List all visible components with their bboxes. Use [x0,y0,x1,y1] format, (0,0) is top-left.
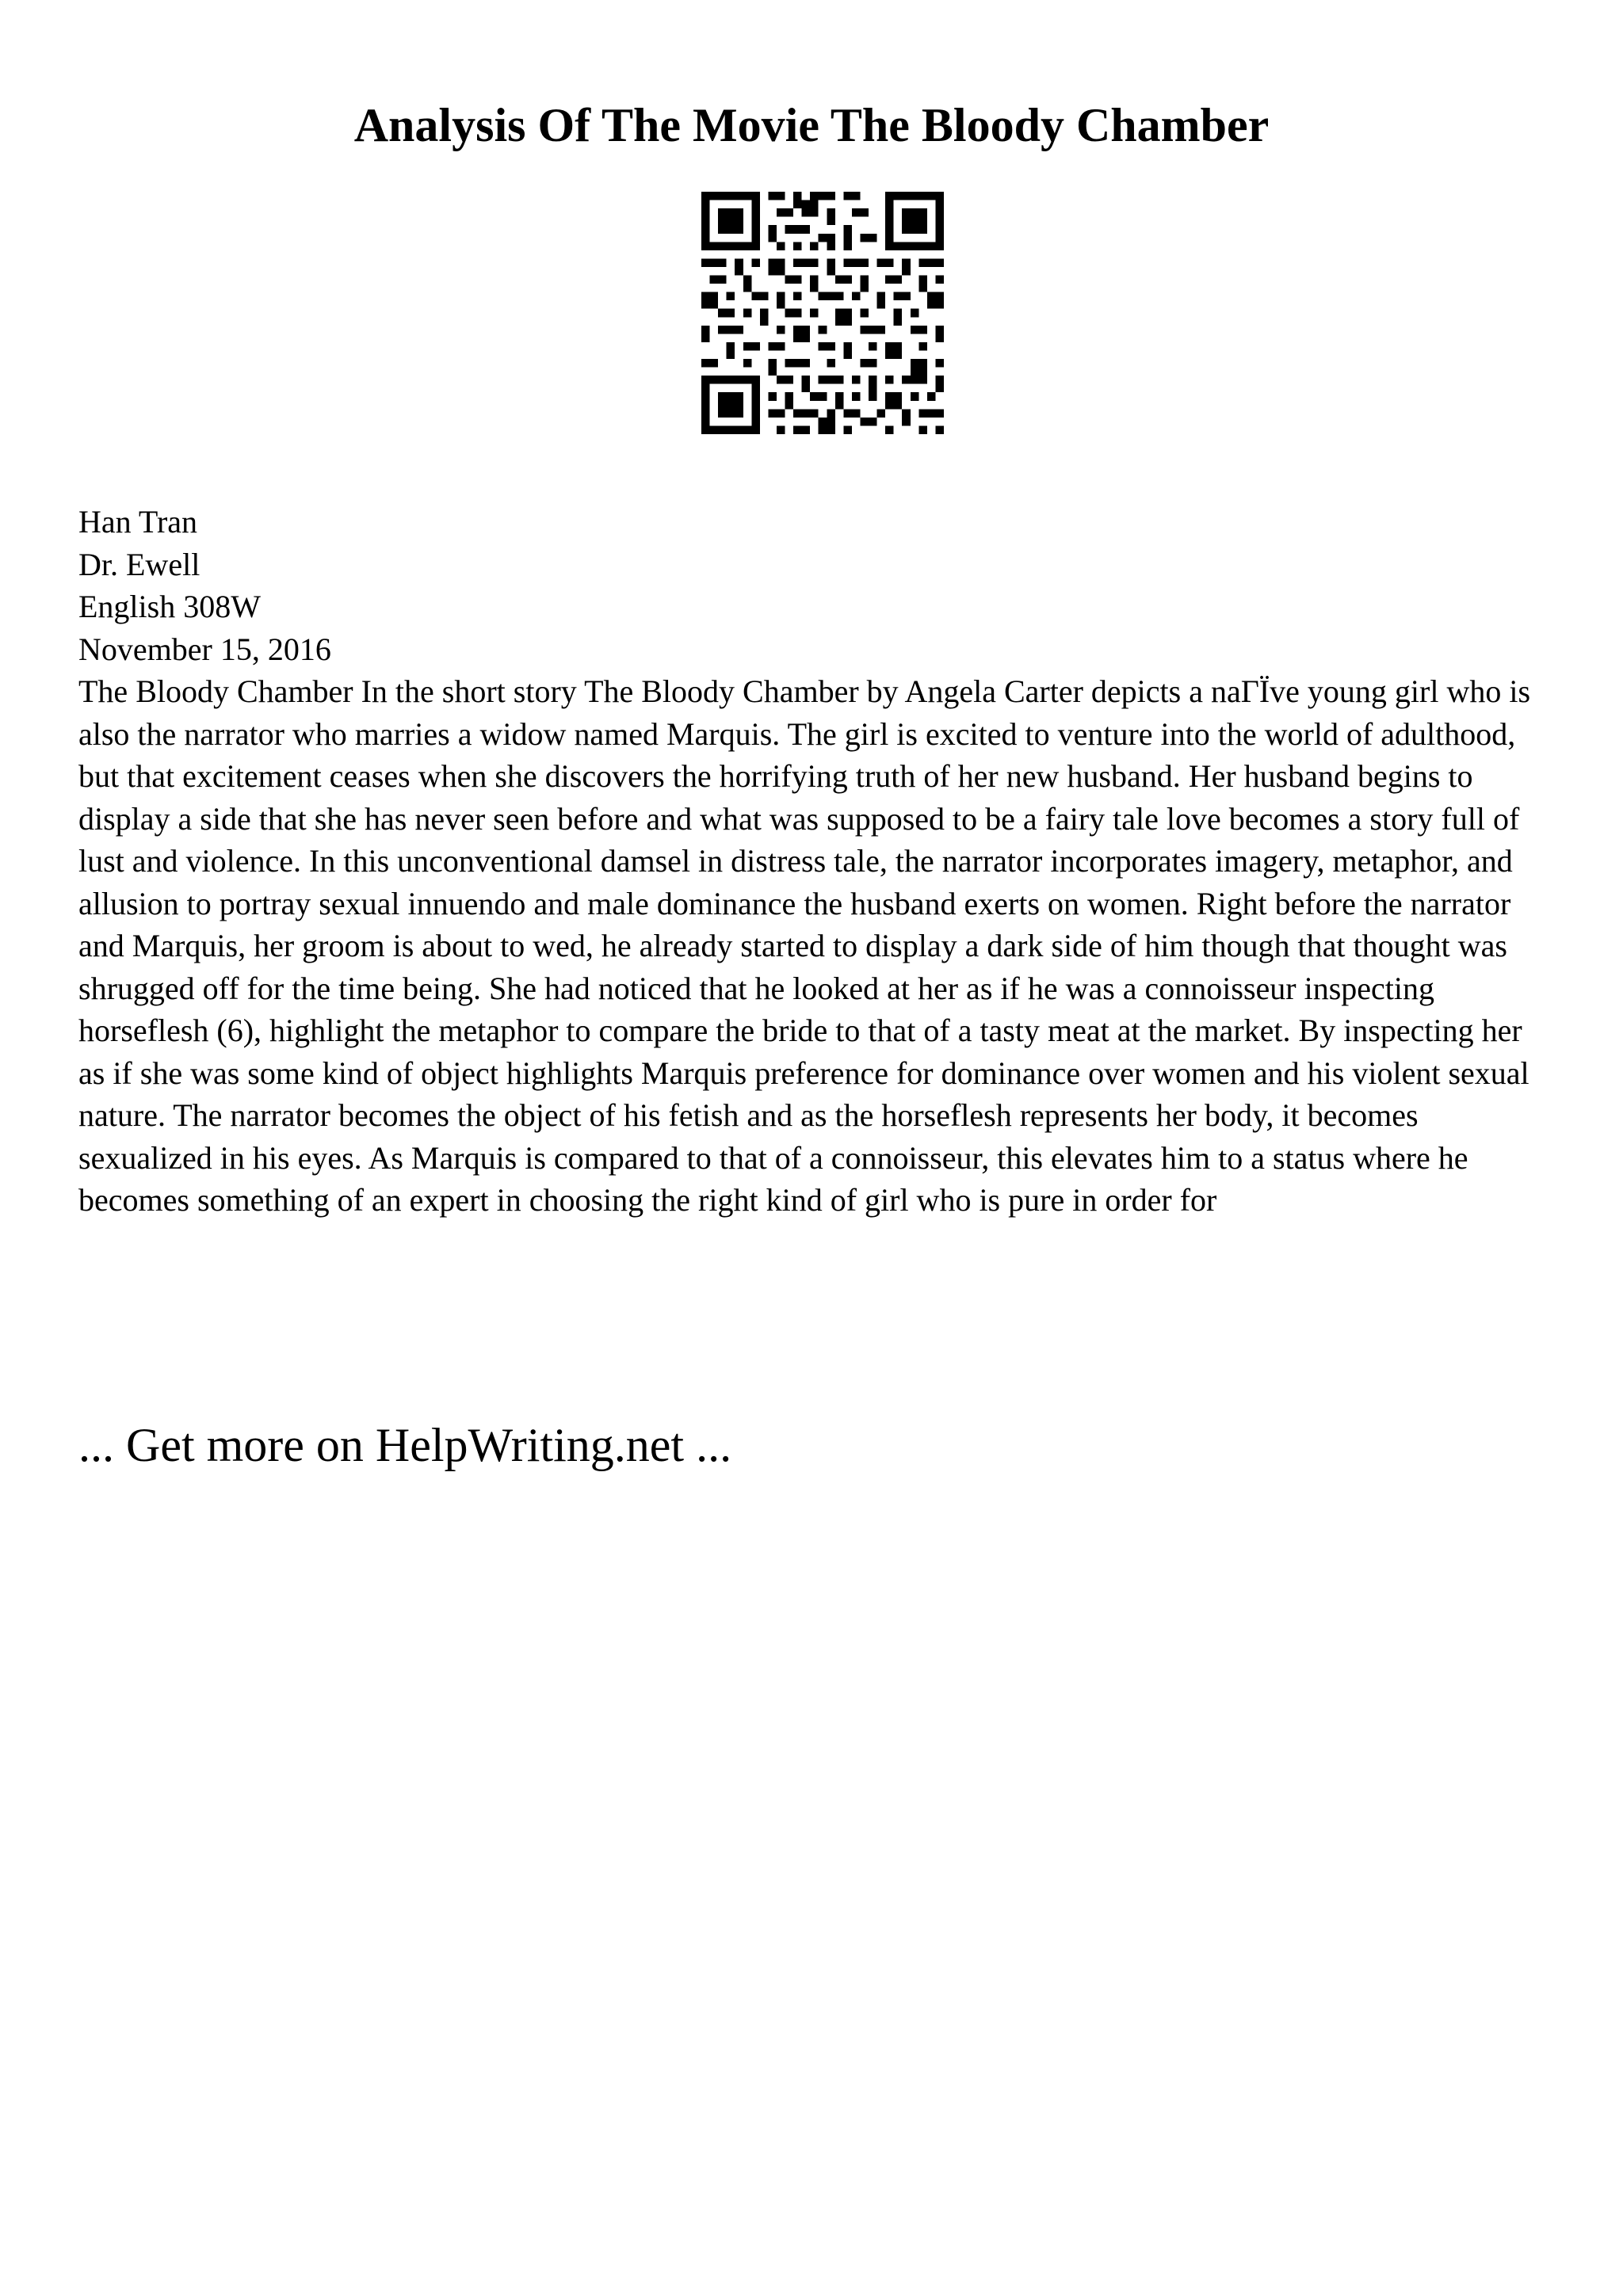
document-date: November 15, 2016 [78,631,331,667]
get-more-link[interactable]: ... Get more on HelpWriting.net ... [78,1419,732,1471]
instructor-name: Dr. Ewell [78,546,200,582]
essay-body: The Bloody Chamber In the short story The Bloody Chamber by Angela Carter depicts a naГЇve young girl who is also the narrator who marries a widow named Marquis. The girl is excited to venture into the world of adulthood, but that excitement ceases when she discovers the horrifying truth of her new husband. Her husband begins to display a side that she has never seen before and what was supposed to be a fairy tale love becomes a story full of lust and violence. In this unconventional damsel in distress tale, the narrator incorporates imagery, metaphor, and allusion to portray sexual innuendo and male dominance the husband exerts on women. Right before the narrator and Marquis, her groom is about to wed, he already started to display a dark side of him though that thought was shrugged off for the time being. She had noticed that he looked at her as if he was a connoisseur inspecting horseflesh (6), highlight the metaphor to compare the bride to that of a tasty meat at the market. By inspecting her as if she was some kind of object highlights Marquis preference for dominance over women and his violent sexual nature. The narrator becomes the object of his fetish and as the horseflesh represents her body, it becomes sexualized in his eyes. As Marquis is compared to that of a connoisseur, this elevates him to a status where he becomes something of an expert in choosing the right kind of girl who is pure in order for [78,673,1531,1218]
qr-code-graphic [701,192,944,434]
course-name: English 308W [78,589,261,624]
page-title: Analysis Of The Movie The Bloody Chamber [353,99,1270,151]
document-header [78,501,331,670]
qr-code-icon [701,192,944,434]
author-name: Han Tran [78,504,198,540]
